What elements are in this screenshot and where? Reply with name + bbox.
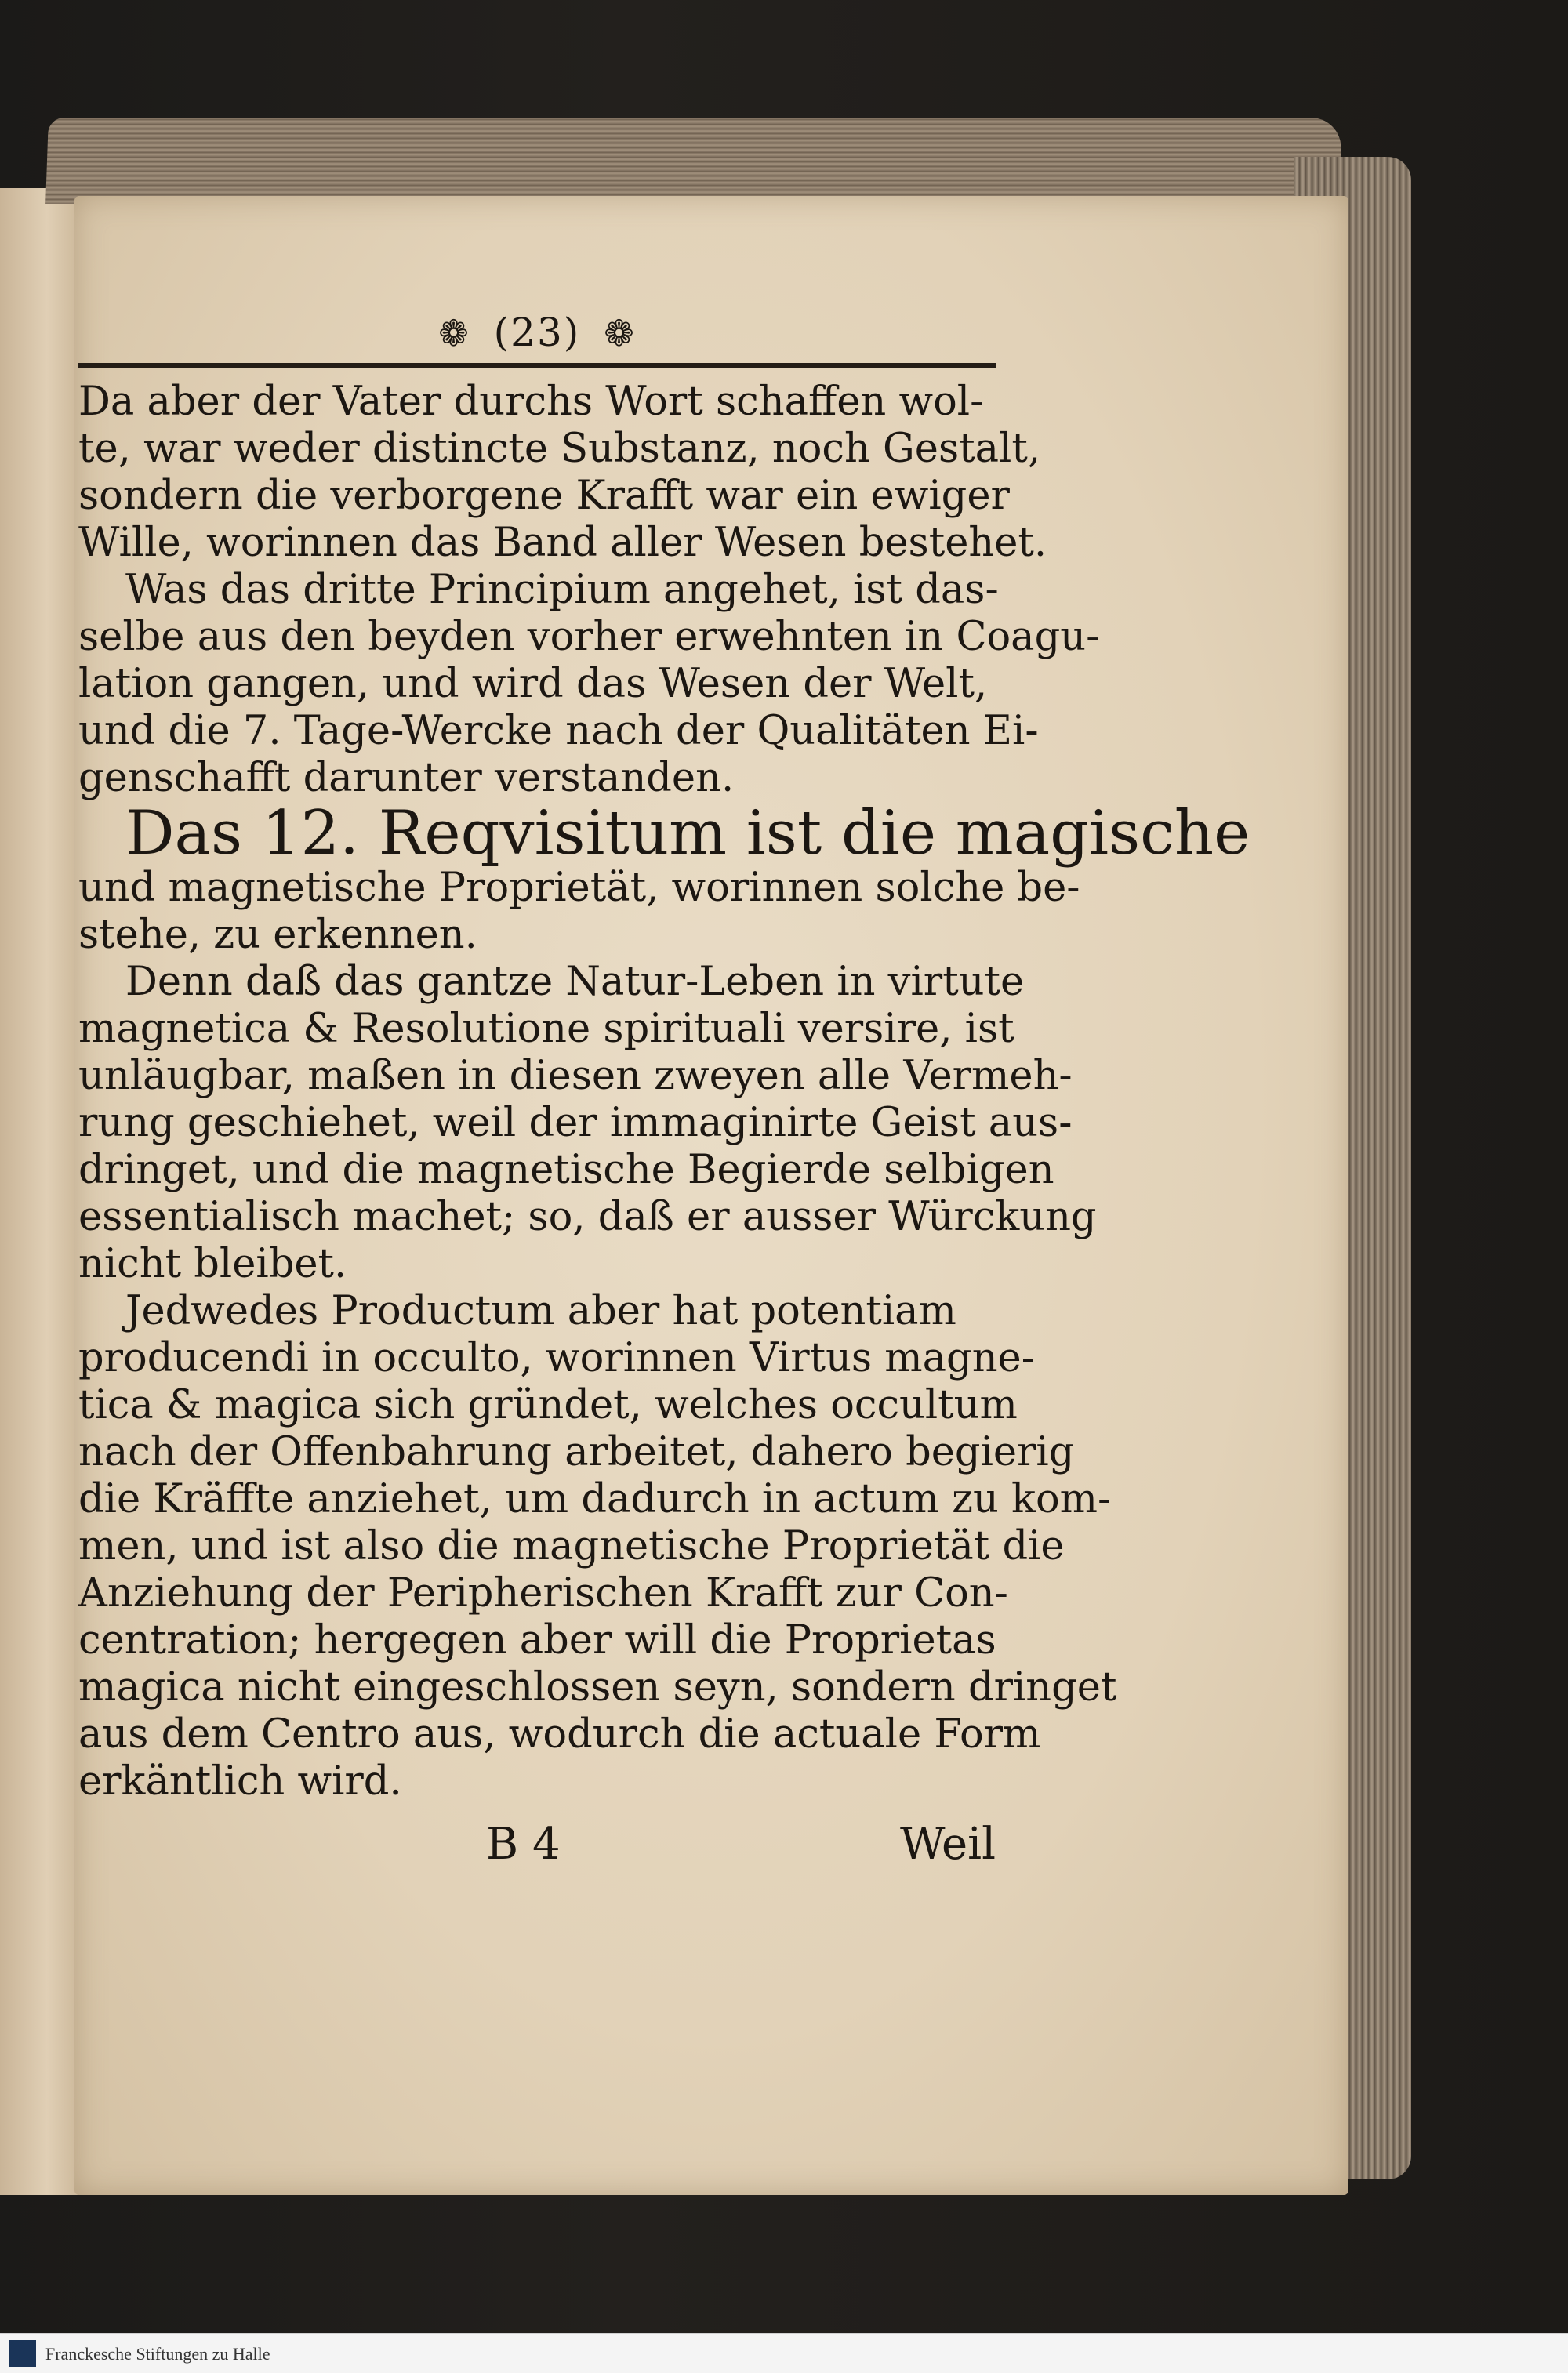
left-page-edge	[0, 188, 81, 2195]
paragraph-2	[78, 567, 1100, 802]
text-line: te, war weder distincte Substanz, noch Gestalt,	[78, 426, 1041, 472]
page-block-top-edge	[45, 118, 1342, 204]
text-line: Anziehung der Peripherischen Krafft zur Con-	[78, 1570, 1008, 1616]
page-header	[78, 310, 996, 355]
text-line: erkäntlich wird.	[78, 1758, 402, 1805]
text-line: Da aber der Vater durchs Wort schaffen wol-	[78, 379, 984, 425]
text-line: rung geschiehet, weil der immaginirte Geist aus-	[78, 1100, 1073, 1146]
page-footer	[78, 1819, 996, 1874]
text-line: genschafft darunter verstanden.	[78, 755, 735, 801]
text-line: magnetica & Resolutione spirituali versire, ist	[78, 1006, 1014, 1052]
paragraph-4	[78, 959, 1097, 1288]
institution-logo-icon	[9, 2340, 36, 2367]
text-line: tica & magica sich gründet, welches occultum	[78, 1382, 1018, 1428]
text-line: nicht bleibet.	[78, 1241, 347, 1287]
text-line: sondern die verborgene Krafft war ein ewiger	[78, 473, 1010, 519]
text-line: Wille, worinnen das Band aller Wesen bestehet.	[78, 520, 1047, 566]
paragraph-5	[78, 1288, 1117, 1805]
text-line: magica nicht eingeschlossen seyn, sondern dringet	[78, 1664, 1117, 1711]
text-line: Jedwedes Productum aber hat potentiam	[125, 1288, 956, 1334]
text-line: essentialisch machet; so, daß er ausser Würckung	[78, 1194, 1097, 1240]
header-rule	[78, 363, 996, 368]
text-line: lation gangen, und wird das Wesen der Welt,	[78, 661, 988, 707]
text-block	[78, 310, 1250, 1805]
acknowledgement-text: Franckesche Stiftungen zu Halle	[45, 2344, 270, 2364]
section-heading-line: Das 12. Reqvisitum ist die magische	[125, 798, 1250, 869]
text-line: centration; hergegen aber will die Proprietas	[78, 1617, 996, 1664]
paragraph-3-requisite	[78, 798, 1250, 959]
text-line: dringet, und die magnetische Begierde selbigen	[78, 1147, 1054, 1193]
ornament-right-icon: ❁	[604, 312, 636, 354]
text-line: unläugbar, maßen in diesen zweyen alle Vermeh-	[78, 1053, 1073, 1099]
text-line: selbe aus den beyden vorher erwehnten in Coagu-	[78, 614, 1100, 660]
text-line: Denn daß das gantze Natur-Leben in virtute	[125, 959, 1025, 1005]
page-number: (23)	[493, 310, 581, 355]
text-line: und die 7. Tage-Wercke nach der Qualitäten Ei-	[78, 708, 1039, 754]
text-line: aus dem Centro aus, wodurch die actuale Form	[78, 1711, 1041, 1758]
text-line: stehe, zu erkennen.	[78, 912, 477, 958]
text-line: producendi in occulto, worinnen Virtus magne-	[78, 1335, 1035, 1381]
catchword: Weil	[900, 1819, 996, 1870]
paragraph-1	[78, 379, 1047, 567]
text-line: die Kräffte anziehet, um dadurch in actum zu kom-	[78, 1476, 1112, 1522]
text-line: und magnetische Proprietät, worinnen solche be-	[78, 865, 1080, 911]
signature-mark: B 4	[486, 1819, 561, 1870]
text-line: men, und ist also die magnetische Proprietät die	[78, 1523, 1065, 1569]
ornament-left-icon: ❁	[438, 312, 470, 354]
text-line: nach der Offenbahrung arbeitet, dahero begierig	[78, 1429, 1075, 1475]
acknowledgement-bar	[0, 2333, 1568, 2373]
text-line: Was das dritte Principium angehet, ist das-	[125, 567, 999, 613]
